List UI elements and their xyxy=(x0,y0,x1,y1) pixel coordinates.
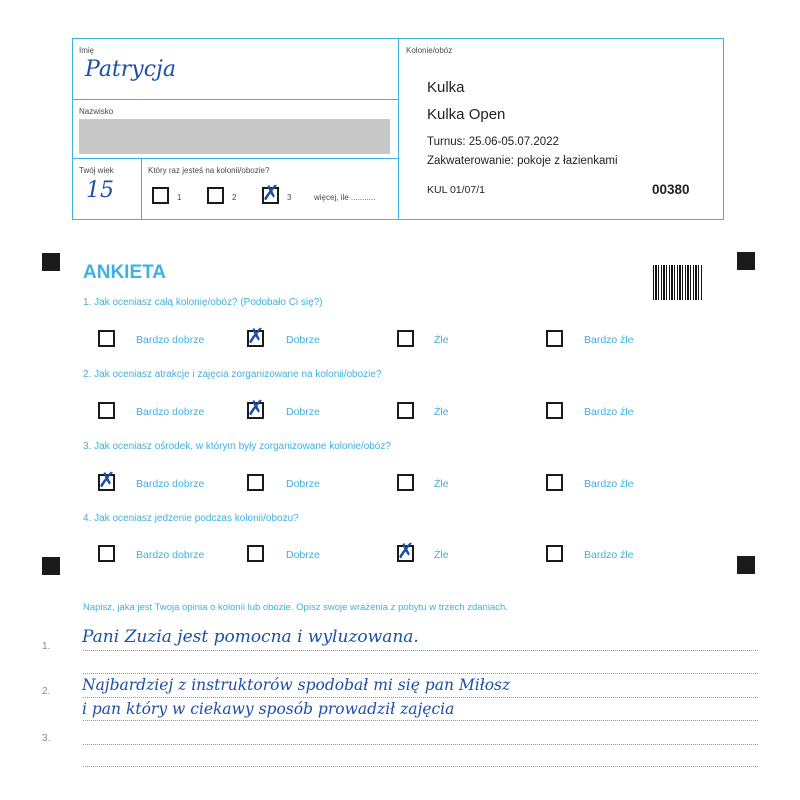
q2-option-bardzo-zle-label: Bardzo źle xyxy=(584,406,634,418)
writing-line xyxy=(83,766,758,767)
form-number: 00380 xyxy=(652,182,690,197)
times-option-3-checkbox[interactable] xyxy=(262,181,280,205)
line-number-1: 1. xyxy=(42,641,51,652)
q4-option-zle-label: Źle xyxy=(434,549,449,561)
accommodation-label: Zakwaterowanie: xyxy=(427,155,514,167)
q4-option-zle-checkbox[interactable] xyxy=(397,539,415,563)
q1-option-zle-checkbox[interactable] xyxy=(397,330,414,347)
q1-option-bardzo-dobrze-checkbox[interactable] xyxy=(98,330,115,347)
q2-option-bardzo-dobrze-label: Bardzo dobrze xyxy=(136,406,205,418)
name-label: Imię xyxy=(79,46,95,55)
accommodation-row xyxy=(427,155,618,167)
name-value[interactable]: Patrycja xyxy=(85,57,176,82)
turnus-row xyxy=(427,136,559,148)
corner-marker-bottom-left xyxy=(42,557,60,575)
question-1: 1. Jak oceniasz całą kolonię/obóz? (Podobało Ci się?) xyxy=(83,297,323,308)
q3-option-zle-label: Źle xyxy=(434,478,449,490)
line-number-2: 2. xyxy=(42,686,51,697)
name-row-divider xyxy=(72,99,399,100)
q3-option-dobrze-label: Dobrze xyxy=(286,478,320,490)
check-mark-icon: ✗ xyxy=(397,539,415,563)
q3-option-bardzo-zle-label: Bardzo źle xyxy=(584,478,634,490)
q3-option-zle-checkbox[interactable] xyxy=(397,474,414,491)
q4-option-bardzo-zle-checkbox[interactable] xyxy=(546,545,563,562)
age-value[interactable]: 15 xyxy=(86,178,114,203)
q2-option-bardzo-zle-checkbox[interactable] xyxy=(546,402,563,419)
times-label: Który raz jesteś na kolonii/obozie? xyxy=(148,166,270,175)
q1-option-bardzo-zle-checkbox[interactable] xyxy=(546,330,563,347)
opinion-prompt: Napisz, jaka jest Twoja opinia o kolonii lub obozie. Opisz swoje wrażenia z pobytu w trzech zdaniach. xyxy=(83,602,508,613)
accommodation-value: pokoje z łazienkami xyxy=(517,155,618,167)
q2-option-zle-label: Źle xyxy=(434,406,449,418)
writing-line xyxy=(83,744,758,745)
surname-row-divider xyxy=(72,158,399,159)
q1-option-dobrze-checkbox[interactable] xyxy=(247,324,265,348)
camp-label: Kolonie/obóz xyxy=(406,46,453,55)
header-divider xyxy=(398,38,399,220)
q1-option-bardzo-dobrze-label: Bardzo dobrze xyxy=(136,334,205,346)
check-mark-icon: ✗ xyxy=(262,181,280,205)
opinion-line-3[interactable]: i pan który w ciekawy sposób prowadził zajęcia xyxy=(82,700,455,718)
times-option-more-label: więcej, ile ........... xyxy=(314,193,376,202)
q3-option-bardzo-zle-checkbox[interactable] xyxy=(546,474,563,491)
writing-line xyxy=(83,650,758,651)
corner-marker-top-left xyxy=(42,253,60,271)
times-option-2-checkbox[interactable] xyxy=(207,187,224,204)
q4-option-bardzo-dobrze-checkbox[interactable] xyxy=(98,545,115,562)
age-label: Twój wiek xyxy=(79,166,114,175)
corner-marker-bottom-right xyxy=(737,556,755,574)
line-number-3: 3. xyxy=(42,733,51,744)
age-divider xyxy=(141,158,142,220)
camp-name: Kulka xyxy=(427,79,465,96)
question-4: 4. Jak oceniasz jedzenie podczas kolonii/obozu? xyxy=(83,513,299,524)
writing-line xyxy=(83,673,758,674)
q2-option-dobrze-label: Dobrze xyxy=(286,406,320,418)
turnus-label: Turnus: xyxy=(427,136,466,148)
question-2: 2. Jak oceniasz atrakcje i zajęcia zorganizowane na kolonii/obozie? xyxy=(83,369,382,380)
q3-option-bardzo-dobrze-checkbox[interactable] xyxy=(98,468,116,492)
writing-line xyxy=(83,720,758,721)
q4-option-bardzo-dobrze-label: Bardzo dobrze xyxy=(136,549,205,561)
question-3: 3. Jak oceniasz ośrodek, w którym były zorganizowane kolonie/obóz? xyxy=(83,441,391,452)
q4-option-bardzo-zle-label: Bardzo źle xyxy=(584,549,634,561)
q1-option-zle-label: Źle xyxy=(434,334,449,346)
survey-title: ANKIETA xyxy=(83,262,167,283)
barcode xyxy=(653,265,703,300)
times-option-1-checkbox[interactable] xyxy=(152,187,169,204)
opinion-line-1[interactable]: Pani Zuzia jest pomocna i wyluzowana. xyxy=(82,627,419,647)
camp-subname: Kulka Open xyxy=(427,106,506,123)
q2-option-bardzo-dobrze-checkbox[interactable] xyxy=(98,402,115,419)
opinion-line-2[interactable]: Najbardziej z instruktorów spodobał mi się pan Miłosz xyxy=(82,676,511,694)
q4-option-dobrze-label: Dobrze xyxy=(286,549,320,561)
check-mark-icon: ✗ xyxy=(247,324,265,348)
camp-code: KUL 01/07/1 xyxy=(427,184,485,196)
q4-option-dobrze-checkbox[interactable] xyxy=(247,545,264,562)
surname-label: Nazwisko xyxy=(79,107,114,116)
q3-option-bardzo-dobrze-label: Bardzo dobrze xyxy=(136,478,205,490)
times-option-2-label: 2 xyxy=(232,193,237,202)
times-option-1-label: 1 xyxy=(177,193,182,202)
q2-option-dobrze-checkbox[interactable] xyxy=(247,396,265,420)
turnus-value: 25.06-05.07.2022 xyxy=(468,136,559,148)
q1-option-bardzo-zle-label: Bardzo źle xyxy=(584,334,634,346)
times-option-3-label: 3 xyxy=(287,193,292,202)
corner-marker-top-right xyxy=(737,252,755,270)
q1-option-dobrze-label: Dobrze xyxy=(286,334,320,346)
writing-line xyxy=(83,697,758,698)
q3-option-dobrze-checkbox[interactable] xyxy=(247,474,264,491)
check-mark-icon: ✗ xyxy=(98,468,116,492)
check-mark-icon: ✗ xyxy=(247,396,265,420)
q2-option-zle-checkbox[interactable] xyxy=(397,402,414,419)
surname-redaction xyxy=(79,119,390,154)
